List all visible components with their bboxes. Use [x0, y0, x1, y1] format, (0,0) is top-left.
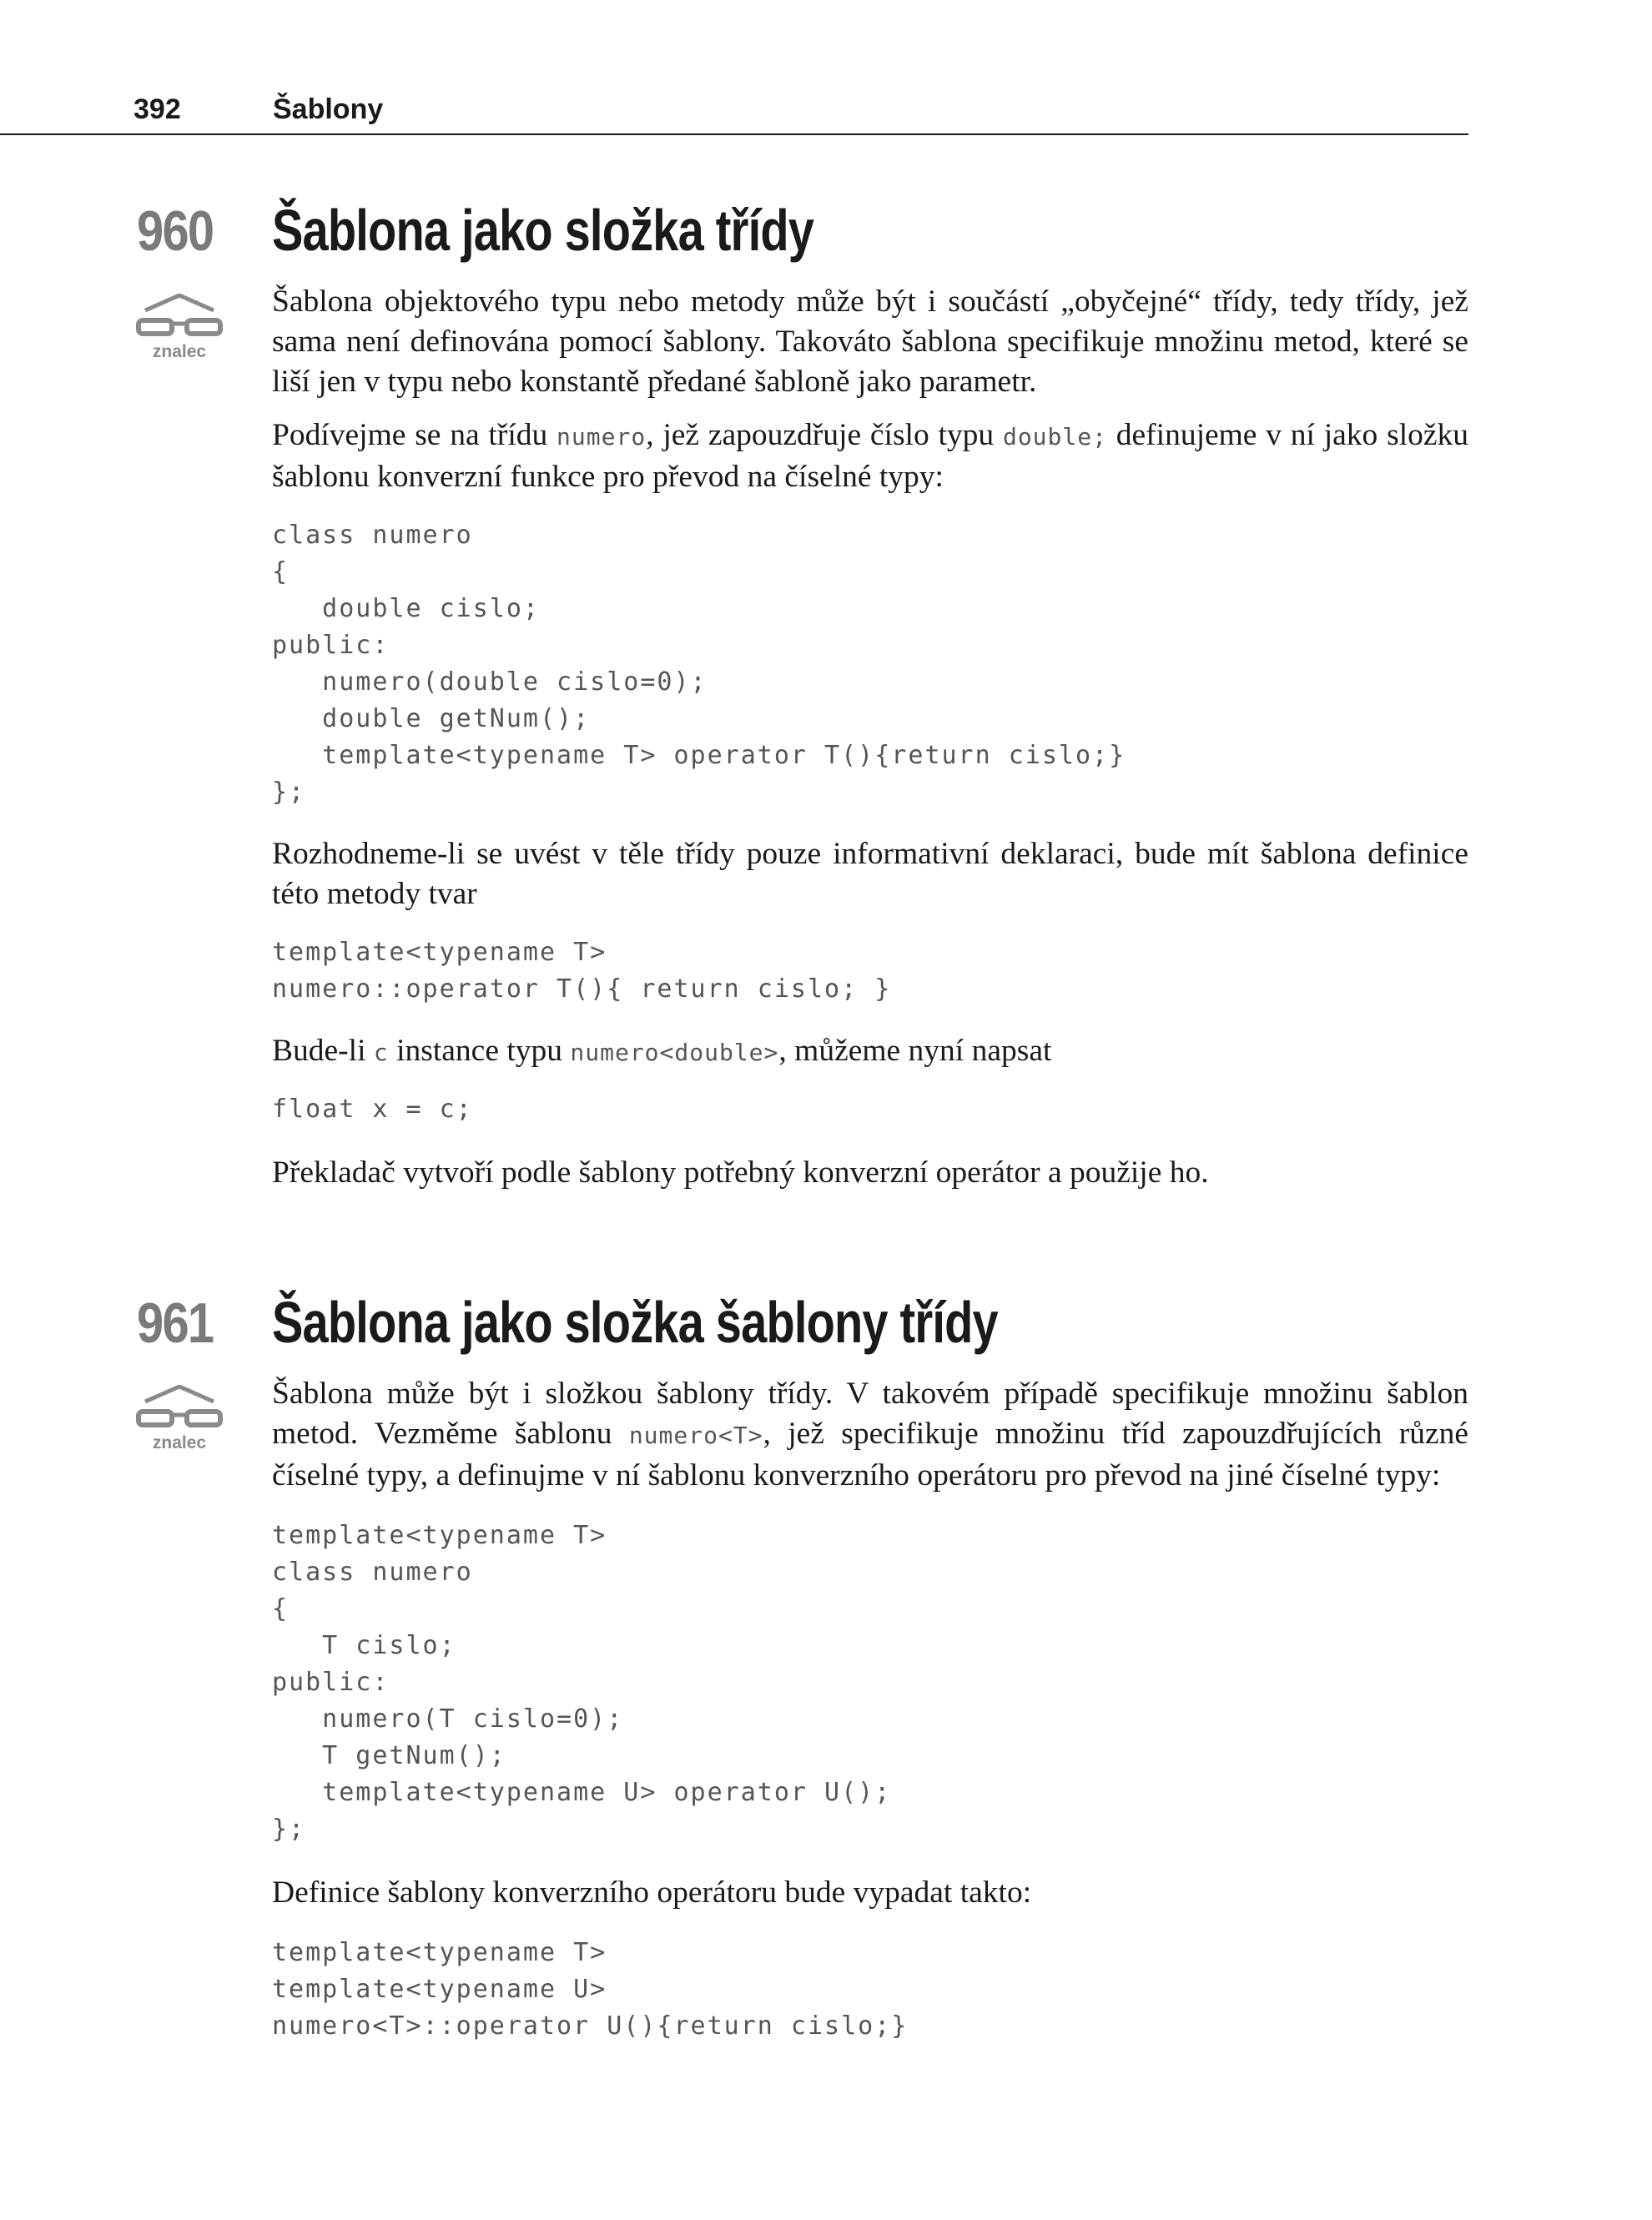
paragraph: Překladač vytvoří podle šablony potřebný konverzní operátor a použije ho. [272, 1155, 1209, 1190]
code-block: template<typename T> numero::operator T(){ return cislo; } [272, 938, 892, 1004]
page-number: 392 [133, 93, 181, 125]
code-block: template<typename T> class numero { T cislo; public: numero(T cislo=0); T getNum(); template<typename U> operator U(); }; [272, 1521, 892, 1844]
paragraph: Podívejme se na třídu numero, jež zapouzdřuje číslo typu double; definujeme v ní jako složku šablonu konverzní funkce pro převod na číselné typy: [272, 418, 1469, 494]
expert-badge-960 [133, 294, 225, 362]
inline-code: double; [1002, 423, 1107, 451]
badge-label: znalec [152, 342, 207, 361]
tip-number-961: 961 [137, 1291, 214, 1355]
running-title: Šablony [273, 93, 384, 125]
tip-number-960: 960 [137, 199, 214, 263]
glasses-icon [133, 1385, 225, 1435]
section-960-body [272, 282, 1468, 1193]
inline-code: c [373, 1039, 389, 1066]
section-961-body [272, 1374, 1468, 2045]
code-block: template<typename T> template<typename U> numero<T>::operator U(){return cislo;} [272, 1938, 909, 2041]
tip-title-961: Šablona jako složka šablony třídy [272, 1290, 998, 1355]
code-block: class numero { double cislo; public: numero(double cislo=0); double getNum(); template<typename T> operator T(){return cislo;} }; [272, 521, 1126, 807]
glasses-icon [133, 294, 225, 344]
tip-title-960: Šablona jako složka třídy [272, 198, 814, 263]
expert-badge-961 [133, 1385, 225, 1453]
paragraph: Šablona může být i složkou šablony třídy. V takovém případě specifikuje množinu šablon metod. Vezměme šablonu numero<T>, jež specifikuje množinu tříd zapouzdřujících různé číselné typy, a definujme v ní šablonu konverzního operátoru pro převod na jiné číselné typy: [272, 1377, 1468, 1493]
inline-code: numero<double> [570, 1039, 779, 1066]
paragraph: Definice šablony konverzního operátoru bude vypadat takto: [272, 1875, 1032, 1910]
paragraph: Rozhodneme-li se uvést v těle třídy pouze informativní deklaraci, bude mít šablona definice této metody tvar [272, 837, 1468, 911]
paragraph: Bude-li c instance typu numero<double>, můžeme nyní napsat [272, 1034, 1052, 1068]
header-rule [0, 133, 1468, 135]
inline-code: numero [557, 423, 647, 451]
paragraph: Šablona objektového typu nebo metody může být i součástí „obyčejné“ třídy, tedy třídy, jež sama není definována pomocí šablony. Takováto šablona specifikuje množinu metod, které se liší jen v typu nebo konstantě předané šabloně jako parametr. [272, 284, 1468, 399]
badge-label: znalec [152, 1433, 207, 1452]
code-block: float x = c; [272, 1095, 473, 1124]
inline-code: numero<T> [628, 1422, 763, 1449]
